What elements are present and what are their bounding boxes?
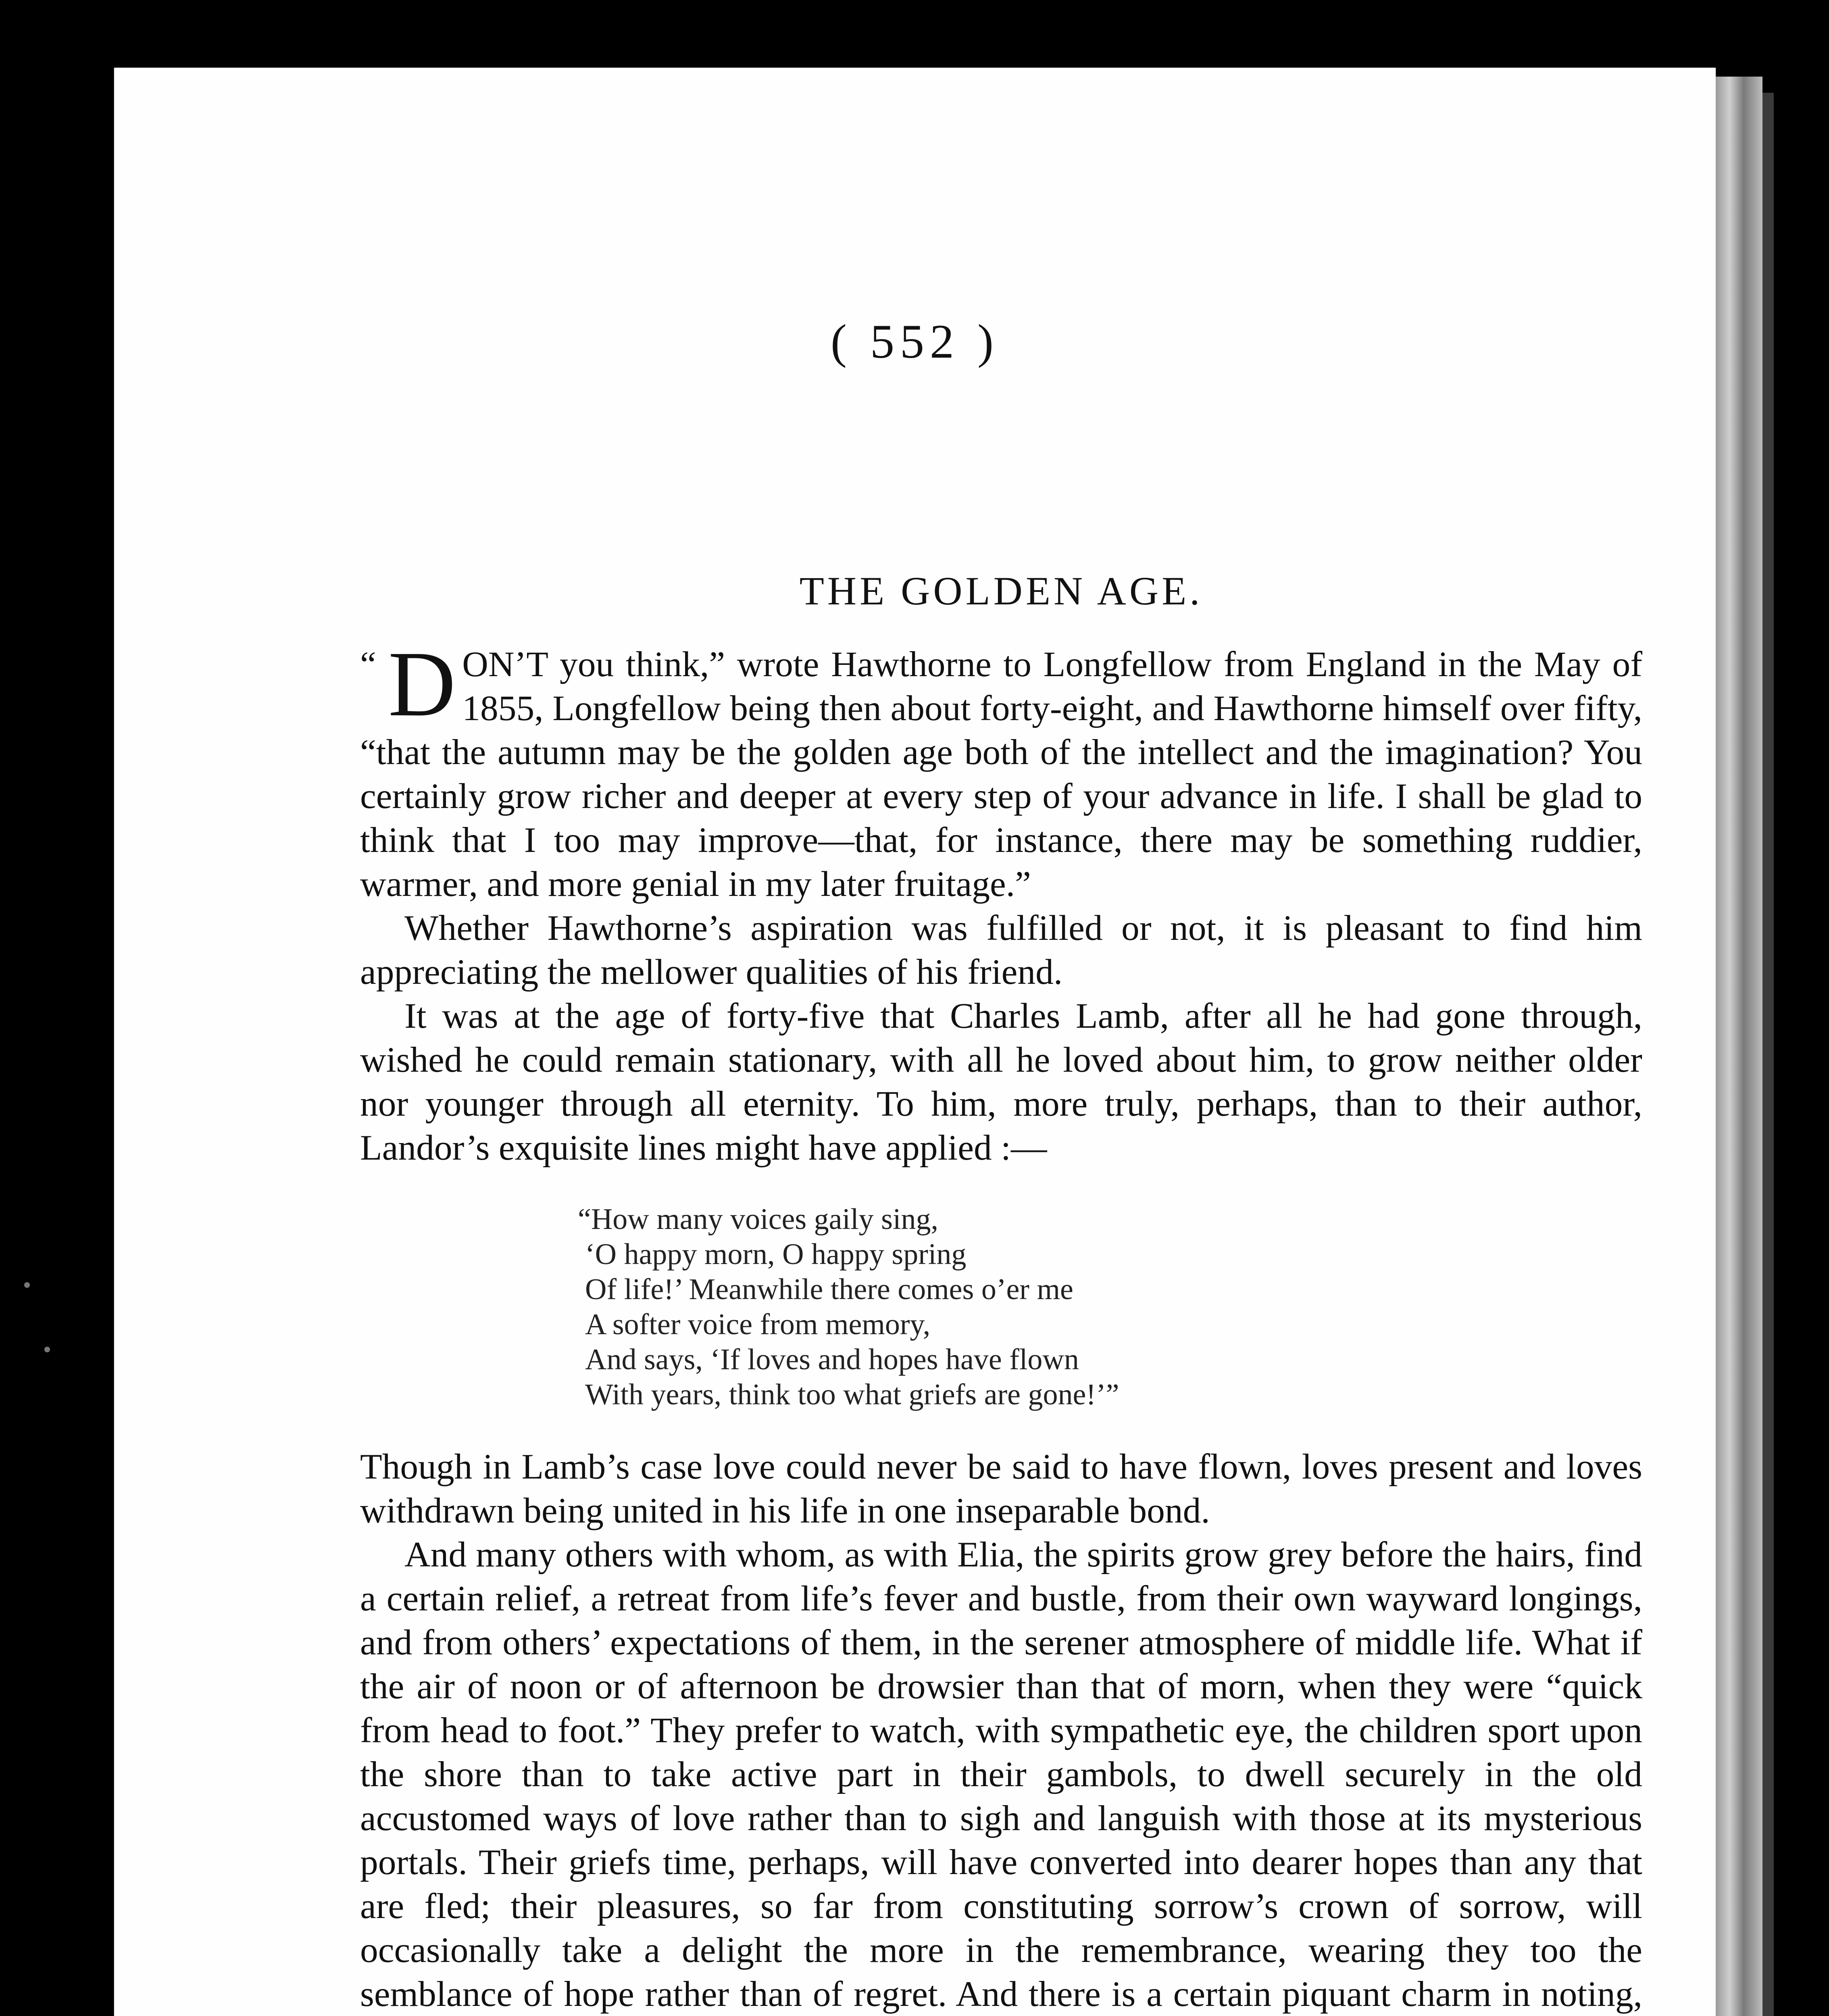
paragraph-2: Whether Hawthorne’s aspiration was fulfilled or not, it is pleasant to find him appreciating the mellower qualities of his friend. [360, 908, 1642, 992]
page-edge-dark [1762, 93, 1774, 2016]
book-page [114, 68, 1716, 2016]
verse-line: “How many voices gaily sing, [578, 1203, 938, 1236]
paragraph-1 [360, 632, 1642, 906]
page-edge-shadow [1716, 77, 1762, 2016]
paragraph-1-text: ON’T you think,” wrote Hawthorne to Longfellow from England in the May of 1855, Longfellow being then about forty-eight, and Hawthorne himself over fifty, “that the autumn may be the golden age both of the intellect and the imagination? You certainly grow richer and deeper at every step of your advance in life. I shall be glad to think that I too may improve—that, for instance, there may be something ruddier, warmer, and more genial in my later fruitage.” [360, 644, 1642, 904]
paragraph-4: Though in Lamb’s case love could never be said to have flown, loves present and loves withdrawn being united in his life in one inseparable bond. [360, 1447, 1642, 1531]
drop-cap: D [388, 632, 456, 736]
verse-line: ‘O happy morn, O happy spring [585, 1238, 967, 1271]
verse-line: Of life!’ Meanwhile there comes o’er me [585, 1273, 1073, 1306]
page-content [360, 568, 1642, 2016]
opening-quote: “ [360, 644, 376, 684]
chapter-title: THE GOLDEN AGE. [799, 569, 1203, 613]
verse-quotation [578, 1202, 1642, 1412]
verse-line: With years, think too what griefs are gone!’” [585, 1378, 1119, 1411]
scan-speck [24, 1282, 30, 1288]
paragraph-3: It was at the age of forty-five that Charles Lamb, after all he had gone through, wished he could remain stationary, with all he loved about him, to grow neither older nor younger through all eternity. To him, more truly, perhaps, than to their author, Landor’s exquisite lines might have applied :— [360, 996, 1642, 1168]
paragraph-5: And many others with whom, as with Elia, the spirits grow grey before the hairs, find a certain relief, a retreat from life’s fever and bustle, from their own wayward longings, and from others’ expectations of them, in the serener atmosphere of middle life. What if the air of noon or of afternoon be drowsier than that of morn, when they were “quick from head to foot.” They prefer to watch, with sympathetic eye, the children sport upon the shore than to take active part in their gambols, to dwell securely in the old accustomed ways of love rather than to sigh and languish with those at its mysterious portals. Their griefs time, perhaps, will have converted into dearer hopes than any that are fled; their pleasures, so far from constituting sorrow’s crown of sorrow, will occasionally take a delight the more in the remembrance, wearing they too the semblance of hope rather than of regret. And there is a certain piquant charm in noting, [360, 1535, 1642, 2014]
verse-line: And says, ‘If loves and hopes have flown [585, 1343, 1079, 1376]
verse-line: A softer voice from memory, [585, 1308, 931, 1341]
scan-speck [44, 1347, 50, 1352]
page-number: ( 552 ) [831, 314, 999, 368]
